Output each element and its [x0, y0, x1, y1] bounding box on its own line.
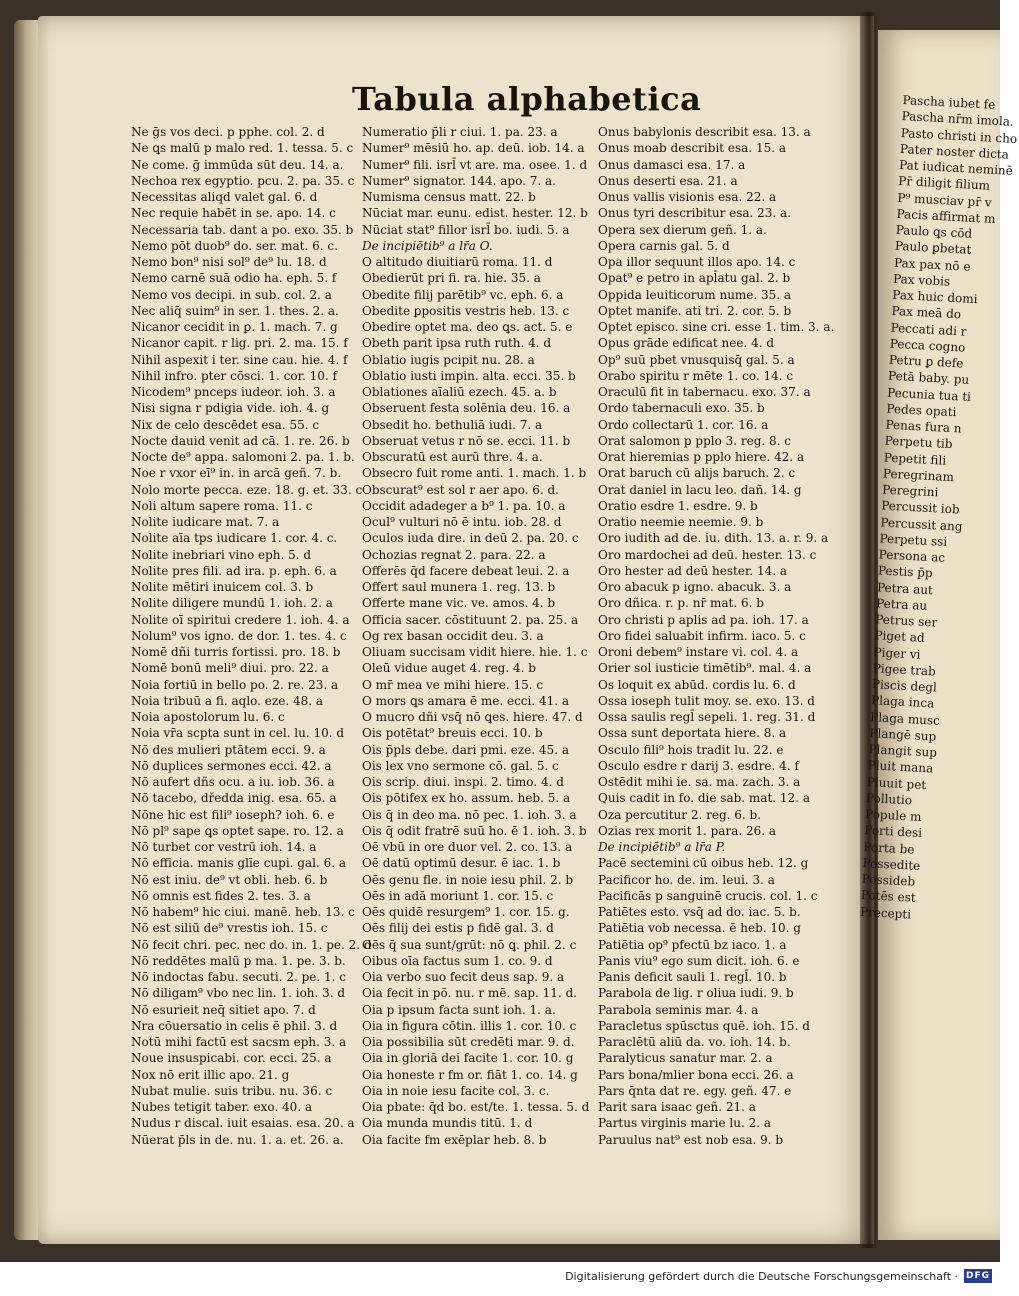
index-entry: Ozias rex morit 1. para. 26. a: [598, 823, 777, 838]
index-entry: Nō indoctas fabu. secuti. 2. pe. 1. c: [131, 970, 346, 984]
index-entry: Oēs filij dei estis p fidē gal. 3. d: [362, 921, 554, 936]
index-entry: Nō diligam⁹ vbo nec lin. 1. ioh. 3. d: [131, 986, 346, 1001]
index-entry: Persona ac: [878, 547, 946, 565]
index-entry: Nec requie habēt in se. apo. 14. c: [131, 206, 336, 221]
index-entry: Oēs q̄ sua sunt/grūt: nō ꝗ. phil. 2. c: [362, 937, 577, 952]
index-entry: Obseruent festa solēnia deu. 16. a: [362, 401, 571, 416]
index-entry: Numisma census matt. 22. b: [362, 190, 536, 204]
index-entry: Ordo collectarū 1. cor. 16. a: [598, 417, 769, 432]
index-entry: Petrus ser: [875, 612, 938, 630]
index-entry: Ossa saulis regl̄ sepeli. 1. reg. 31. d: [598, 710, 816, 724]
index-entry: Paulo ꝑbetat: [894, 239, 972, 258]
index-entry: Nō pl⁹ sape ꝗs optet sape. ro. 12. a: [131, 823, 344, 838]
index-entry: Oē datū optimū desur. ē iac. 1. b: [362, 856, 561, 871]
index-entry: Onus tyri describitur esa. 23. a.: [598, 206, 792, 221]
index-entry: Petra au: [875, 596, 928, 613]
index-entry: Occidit adadeger a b⁹ 1. pa. 10. a: [362, 498, 566, 513]
index-entry: Onus moab describit esa. 15. a: [598, 141, 787, 156]
index-entry: Pacē sectemini cū oibus heb. 12. g: [598, 856, 809, 871]
index-entry: Nolo morte pecca. eze. 18. g. et. 33. c: [131, 482, 363, 497]
index-entry: Parit sara isaac geñ. 21. a: [598, 1100, 756, 1114]
index-entry: Ois q̄ odit fratrē suū ho. ē 1. ioh. 3. b: [362, 823, 587, 838]
index-entry: Oia facite fm exēplar heb. 8. b: [362, 1132, 547, 1147]
index-entry: Pestis p̄p: [877, 563, 934, 581]
index-entry: Nudus r discal. iuit esaias. esa. 20. a: [131, 1116, 355, 1131]
index-entry: Notū mihi factū est sacsm eph. 3. a: [131, 1035, 347, 1049]
index-entry: Popule m: [864, 807, 922, 824]
index-entry: Obscurat⁹ est sol r aer apo. 6. d.: [362, 482, 559, 497]
index-entry: Peregrinam: [882, 466, 955, 484]
section-heading: De incipiētib⁹ a lr̄a P.: [598, 840, 726, 854]
index-entry: Necessitas aliqd valet gal. 6. d: [131, 190, 318, 204]
index-entry: Paracletus spūsctus quē. ioh. 15. d: [598, 1018, 810, 1033]
index-entry: Pax huic domi: [892, 287, 978, 307]
index-entry: Opus grāde edificat nee. 4. d: [598, 336, 775, 351]
index-entry: Onus vallis visionis esa. 22. a: [598, 190, 777, 204]
index-entry: Nechoa rex egyptio. pcu. 2. pa. 35. c: [131, 173, 355, 188]
index-entry: Panis deficit sauli 1. regl̄. 10. b: [598, 970, 787, 984]
index-entry: Nix de celo descēdet esa. 55. c: [131, 417, 320, 432]
index-entry: Optet manife. ati tri. 2. cor. 5. b: [598, 303, 792, 318]
index-entry: Oliuam succisam vidit hiere. hie. 1. c: [362, 645, 588, 659]
index-entry: Potēs est: [860, 888, 916, 906]
index-entry: Oza percutitur 2. reg. 6. b.: [598, 807, 762, 822]
index-entry: Nemo carnē suā odio ha. eph. 5. f: [131, 271, 337, 286]
index-entry: Nicodem⁹ pnceps iudeor. ioh. 3. a: [131, 385, 336, 399]
index-column-1: [131, 124, 372, 1148]
index-entry: Ois q̄ in deo ma. nō pec. 1. ioh. 3. a: [362, 807, 577, 822]
index-entry: Nomē dñi turris fortissi. pro. 18. b: [131, 645, 341, 659]
index-entry: Ois pōtifex ex ho. assum. heb. 5. a: [362, 791, 571, 806]
index-entry: Nolite diligere mundū 1. ioh. 2. a: [131, 596, 333, 611]
index-entry: Nō est siliū de⁹ vrestis ioh. 15. c: [131, 921, 328, 936]
index-entry: Oroni debem⁹ instare vi. col. 4. a: [598, 645, 799, 659]
index-entry: Nisi signa r pdigia vide. ioh. 4. g: [131, 401, 330, 416]
index-entry: Plangē sup: [869, 725, 937, 744]
index-entry: O mors ꝗs amara ē me. ecci. 41. a: [362, 693, 570, 708]
index-entry: Nolite inebriari vino eph. 5. d: [131, 547, 312, 562]
index-entry: Pars bona/mlier bona ecci. 26. a: [598, 1067, 794, 1082]
index-entry: Ossa ioseph tulit moy. se. exo. 13. d: [598, 693, 815, 708]
index-entry: Pedes opati: [886, 401, 957, 419]
index-entry: Piger vi: [873, 644, 921, 662]
index-entry: Nihil aspexit i ter. sine cau. hie. 4. f: [131, 352, 348, 367]
index-entry: Oblatio iugis pcipit nu. 28. a: [362, 352, 535, 367]
index-entry: Nomē bonū meli⁹ diui. pro. 22. a: [131, 661, 329, 676]
index-entry: Nō duplices sermones ecci. 42. a: [131, 758, 332, 773]
index-entry: Pat iudicat neminē: [898, 157, 1014, 178]
index-entry: Numer⁹ fili. isrl̄ vt are. ma. osee. 1. d: [362, 157, 588, 172]
index-entry: Oēs in adā moriunt 1. cor. 15. c: [362, 888, 554, 903]
index-entry: Possedite: [862, 855, 921, 873]
index-entry: Nocte de⁹ appa. salomoni 2. pa. 1. b.: [131, 450, 355, 464]
index-entry: Nolite mētiri inuicem col. 3. b: [131, 580, 314, 594]
index-entry: Noe r vxor eī⁹ in. in arcā geñ. 7. b.: [131, 466, 342, 481]
index-entry: Ois potētat⁹ breuis ecci. 10. b: [362, 726, 543, 741]
index-entry: Numer⁹ mēsiū ho. ap. deū. iob. 14. a: [362, 141, 585, 156]
index-entry: Nō est iniu. de⁹ vt obli. heb. 6. b: [131, 872, 328, 887]
index-entry: Oēs genu fle. in noie iesu phil. 2. b: [362, 872, 574, 887]
index-entry: Patiētia op⁹ pfectū bz iaco. 1. a: [598, 937, 787, 952]
index-entry: Numer⁹ signator. 144. apo. 7. a.: [362, 173, 556, 188]
index-entry: Noia vr̄a scpta sunt in cel. lu. 10. d: [131, 726, 345, 741]
index-entry: Pax vobis: [892, 271, 951, 289]
index-entry: Pars q̄nta dat re. egy. geñ. 47. e: [598, 1083, 792, 1098]
index-entry: Ossa sunt deportata hiere. 8. a: [598, 726, 787, 741]
index-entry: Orier sol iusticie timētib⁹. mal. 4. a: [598, 661, 812, 676]
index-entry: Osculo fili⁹ hois tradit lu. 22. e: [598, 742, 784, 757]
page-title: Tabula alphabetica: [352, 80, 702, 118]
index-entry: Ocul⁹ vulturi nō ē intu. iob. 28. d: [362, 515, 562, 529]
index-entry: Obedierūt pri fi. ra. hie. 35. a: [362, 271, 541, 286]
index-entry: Ne come. ḡ immūda sūt deu. 14. a.: [131, 157, 344, 172]
index-entry: Ne ꝗs malū p malo red. 1. tessa. 5. c: [131, 141, 354, 156]
index-entry: Porti desi: [863, 823, 923, 841]
index-entry: Oia in gloriā dei facite 1. cor. 10. g: [362, 1051, 574, 1066]
index-entry: Onus deserti esa. 21. a: [598, 173, 738, 188]
index-entry: Nō aufert dñs ocu. a iu. iob. 36. a: [131, 775, 335, 789]
index-entry: Nō fecit chri. pec. nec do. in. 1. pe. 2. d: [131, 937, 372, 952]
index-entry: Oleū vidue auget 4. reg. 4. b: [362, 661, 536, 676]
index-entry: Penas fura n: [885, 417, 962, 436]
index-entry: Petā baby. pu: [887, 368, 970, 388]
index-entry: Paralyticus sanatur mar. 2. a: [598, 1051, 773, 1066]
index-entry: Orabo spiritu r mēte 1. co. 14. c: [598, 368, 794, 383]
index-entry: Percussit iob: [880, 498, 960, 517]
index-entry: Oratio neemie neemie. 9. b: [598, 515, 764, 529]
index-entry: Precepti: [859, 904, 912, 922]
index-entry: Petra aut: [876, 579, 934, 597]
index-entry: Plangit sup: [868, 742, 938, 760]
index-entry: Onus damasci esa. 17. a: [598, 157, 746, 172]
index-entry: Nubes tetigit taber. exo. 40. a: [131, 1100, 313, 1114]
index-entry: Necessaria tab. dant a po. exo. 35. b: [131, 222, 354, 237]
index-entry: Nec aliq̄ suim⁹ in ser. 1. thes. 2. a.: [131, 303, 339, 318]
index-entry: O mucro dñi vsq̄ nō ꝗes. hiere. 47. d: [362, 710, 583, 724]
index-entry: Pr̄ diligit filium: [897, 174, 991, 193]
index-entry: Onus babylonis describit esa. 13. a: [598, 125, 811, 139]
index-entry: Ostēdit mihi ie. sa. ma. zach. 3. a: [598, 775, 801, 789]
index-entry: Nō tacebo, dředda inig. esa. 65. a: [131, 791, 337, 806]
index-entry: Pluit mana: [867, 758, 934, 776]
index-entry: Obseruat vetus r nō se. ecci. 11. b: [362, 433, 571, 448]
index-entry: Oibus oīa factus sum 1. co. 9. d: [362, 953, 553, 968]
index-entry: Nūciat stat⁹ fillor isrl̄ bo. iudi. 5. a: [362, 222, 570, 237]
index-entry: Noia apostolorum lu. 6. c: [131, 710, 285, 724]
index-column-2: [362, 124, 590, 1148]
index-entry: Peccati adi r: [890, 320, 967, 339]
index-entry: Numeratio p̄li r ciui. 1. pa. 23. a: [362, 125, 558, 139]
index-entry: Noia tribuū a fi. aqlo. eze. 48. a: [131, 693, 324, 708]
index-entry: Pasto christi in cho: [900, 125, 1018, 146]
index-entry: Oro fidei saluabit infirm. iaco. 5. c: [598, 628, 806, 643]
footer-bar: [0, 1262, 1000, 1296]
section-heading: De incipiētib⁹ a lr̄a O.: [362, 238, 493, 253]
index-entry: Offert saul munera 1. reg. 13. b: [362, 580, 556, 594]
index-entry: Pacificās p sanguinē crucis. col. 1. c: [598, 888, 818, 903]
index-entry: Oraculū fit in tabernacu. exo. 37. a: [598, 385, 811, 399]
index-entry: Peregrini: [881, 482, 939, 500]
index-entry: Perpetu ssi: [879, 531, 948, 549]
index-entry: Nō turbet cor vestrū ioh. 14. a: [131, 840, 317, 854]
index-entry: Oia honeste r fm or. fiāt 1. co. 14. g: [362, 1067, 578, 1082]
index-entry: Petru ꝑ defe: [888, 352, 964, 371]
index-entry: Nicanor cecidit in ꝑ. 1. mach. 7. g: [131, 320, 338, 334]
index-entry: Nicanor capit. r lig. pri. 2. ma. 15. f: [131, 336, 348, 351]
index-entry: Nemo bon⁹ nisi sol⁹ de⁹ lu. 18. d: [131, 255, 327, 269]
index-entry: Pascha iubet fe: [902, 92, 996, 112]
index-entry: Nūciat mar. eunu. edist. hester. 12. b: [362, 206, 588, 221]
index-entry: Patiētia vob necessa. ē heb. 10. g: [598, 921, 801, 936]
index-entry: Nolite oī spiritui credere 1. ioh. 4. a: [131, 612, 350, 627]
index-entry: Oia munda mundis titū. 1. d: [362, 1116, 533, 1131]
index-entry: Plaga musc: [869, 709, 941, 728]
index-entry: Ois scrip. diui. inspi. 2. timo. 4. d: [362, 775, 564, 789]
index-entry: Ochozias regnat 2. para. 22. a: [362, 547, 546, 562]
index-entry: Nō reddētes malū p ma. 1. pe. 3. b.: [131, 953, 346, 968]
index-entry: Opera sex dierum geñ. 1. a.: [598, 222, 767, 237]
index-entry: Paraclētū aliū da. vo. ioh. 14. b.: [598, 1035, 791, 1049]
index-entry: Obscuratū est aurū thre. 4. a.: [362, 450, 543, 464]
index-entry: Ois p̄pls debe. dari pmi. eze. 45. a: [362, 742, 569, 757]
index-entry: Oro iudith ad de. iu. dith. 13. a. r. 9. a: [598, 531, 829, 546]
index-entry: Piscis degl: [871, 677, 938, 695]
index-entry: O altitudo diuitiarū roma. 11. d: [362, 255, 553, 269]
index-entry: Ne ḡs vos deci. p pphe. col. 2. d: [131, 125, 325, 139]
index-entry: Offerēs q̄d facere debeat leui. 2. a: [362, 563, 570, 578]
index-entry: Oculos iuda dire. in deū 2. pa. 20. c: [362, 531, 579, 546]
index-entry: Nemo pōt duob⁹ do. ser. mat. 6. c.: [131, 238, 338, 253]
index-entry: Noue insuspicabi. cor. ecci. 25. a: [131, 1051, 332, 1066]
index-entry: Og rex basan occidit deu. 3. a: [362, 628, 544, 643]
index-entry: Oblatio iusti impin. alta. ecci. 35. b: [362, 368, 576, 383]
index-entry: Oia possibilia sūt credēti mar. 9. d.: [362, 1035, 575, 1049]
index-entry: Pluuit pet: [866, 774, 927, 792]
index-entry: Oia pbate: q̄d bo. est/te. 1. tessa. 5. d: [362, 1100, 590, 1114]
index-entry: Nolite pres fili. ad ira. p. eph. 6. a: [131, 563, 337, 578]
index-entry: Ois lex vno sermone cō. gal. 5. c: [362, 758, 559, 773]
index-entry: Plaga inca: [870, 693, 935, 711]
index-entry: Opat⁹ e petro in apl̄atu gal. 2. b: [598, 271, 791, 286]
index-entry: Op⁹ suū pbet vnusquisq̄ gal. 5. a: [598, 352, 795, 367]
index-entry: Obedite filij parētib⁹ vc. eph. 6. a: [362, 287, 564, 302]
index-entry: Perpetu tib: [884, 433, 953, 452]
index-entry: Nō efficia. manis glīe cupi. gal. 6. a: [131, 856, 347, 871]
index-entry: Nolum⁹ vos igno. de dor. 1. tes. 4. c: [131, 628, 347, 643]
index-entry: Optet episco. sine cri. esse 1. tim. 3. a.: [598, 320, 835, 334]
index-entry: Pollutio: [865, 790, 913, 808]
index-column-3: [598, 124, 835, 1148]
index-entry: P⁹ musciav pr̄ v: [897, 190, 993, 210]
index-entry: Quis cadit in fo. die sab. mat. 12. a: [598, 791, 810, 806]
index-entry: Oia in noie iesu facite col. 3. c.: [362, 1083, 550, 1098]
index-entry: Obeth parit ipsa ruth ruth. 4. d: [362, 336, 552, 351]
index-entry: Panis viu⁹ ego sum dicit. ioh. 6. e: [598, 953, 800, 968]
index-entry: Nox nō erit illic apo. 21. g: [131, 1067, 290, 1082]
index-entry: Patiētes esto. vsq̄ ad do. iac. 5. b.: [598, 905, 801, 919]
index-entry: Oia p ipsum facta sunt ioh. 1. a.: [362, 1002, 556, 1017]
index-entry: Oro christi p aplis ad pa. ioh. 17. a: [598, 612, 809, 627]
index-entry: Nō esurieit neq̄ sitiet apo. 7. d: [131, 1002, 316, 1017]
index-entry: Osculo esdre r darij 3. esdre. 4. f: [598, 758, 799, 773]
index-entry: Oratio esdre 1. esdre. 9. b: [598, 498, 758, 513]
index-entry: Paulo ꝗs cōd: [895, 222, 973, 241]
index-entry: Pigee trab: [872, 660, 937, 679]
index-entry: Possideb: [861, 871, 916, 889]
index-entry: Opa illor sequunt illos apo. 14. c: [598, 255, 796, 269]
index-entry: Nūerat p̄ls in de. nu. 1. a. et. 26. a.: [131, 1132, 344, 1147]
index-entry: Oro hester ad deū hester. 14. a: [598, 563, 788, 578]
index-entry: Pascha nr̄m imola.: [901, 109, 1015, 130]
index-entry: Noli altum sapere roma. 11. c: [131, 498, 313, 513]
index-entry: Nōne hic est fili⁹ ioseph? ioh. 6. e: [131, 807, 335, 822]
index-entry: Oē vbū in ore duor vel. 2. co. 13. a: [362, 840, 573, 854]
index-entry: Oro abacuk p igno. abacuk. 3. a: [598, 580, 792, 594]
index-entry: Oia fecit in pō. nu. r mē. sap. 11. d.: [362, 986, 578, 1001]
index-entry: Oblationes aīaliū ezech. 45. a. b: [362, 385, 557, 399]
index-entry: Nra cōuersatio in celis ē phil. 3. d: [131, 1018, 338, 1033]
index-entry: Orat hieremias p pplo hiere. 42. a: [598, 450, 805, 464]
index-entry: Oro dñica. r. p. nr̄ mat. 6. b: [598, 596, 764, 611]
index-entry: Officia sacer. cōstituunt 2. pa. 25. a: [362, 612, 579, 627]
index-entry: Pecca cogno: [889, 336, 966, 355]
index-entry: Oia verbo suo fecit deus sap. 9. a: [362, 970, 565, 984]
index-entry: Porta be: [863, 839, 915, 857]
index-entry: Parabola de lig. r oliua iudi. 9. b: [598, 986, 794, 1001]
index-entry: Pacis affirmat m: [896, 206, 996, 226]
index-entry: Paruulus nat⁹ est nob esa. 9. b: [598, 1132, 784, 1147]
index-entry: Os loquit ex abūd. cordis lu. 6. d: [598, 677, 796, 692]
index-entry: Partus virginis marie lu. 2. a: [598, 1116, 771, 1131]
index-entry: Oēs quidē resurgem⁹ 1. cor. 15. g.: [362, 905, 570, 919]
index-entry: Nubat mulie. suis tribu. nu. 36. c: [131, 1083, 333, 1098]
index-entry: Orat daniel in lacu leo. dañ. 14. g: [598, 482, 802, 497]
index-entry: Obsedit ho. bethuliā iudi. 7. a: [362, 417, 543, 432]
index-entry: Nocte dauid venit ad cā. 1. re. 26. b: [131, 433, 350, 448]
funding-credit: Digitalisierung gefördert durch die Deutsche Forschungsgemeinschaft ·: [565, 1270, 958, 1283]
index-entry: Nō omnis est fides 2. tes. 3. a: [131, 888, 311, 903]
index-entry: Pax meā do: [891, 303, 962, 322]
index-entry: Oppida leuiticorum nume. 35. a: [598, 287, 792, 302]
index-entry: Obedite ꝑpositis vestris heb. 13. c: [362, 303, 570, 318]
index-entry: Oia in figura cōtin. illis 1. cor. 10. c: [362, 1018, 577, 1033]
index-entry: Noia fortiū in bello po. 2. re. 23. a: [131, 677, 339, 692]
index-entry: Obsecro fuit rome anti. 1. mach. 1. b: [362, 466, 587, 481]
index-entry: Pacificor ho. de. im. leui. 3. a: [598, 872, 775, 887]
index-entry: Percussit ang: [880, 514, 963, 534]
index-entry: O mr̄ mea ve mihi hiere. 15. c: [362, 677, 544, 692]
index-entry: Pater noster dicta: [899, 141, 1010, 162]
index-entry: Orat salomon p pplo 3. reg. 8. c: [598, 433, 792, 448]
index-entry: Nō habem⁹ hic ciui. manē. heb. 13. c: [131, 905, 355, 919]
index-entry: Nemo vos decipi. in sub. col. 2. a: [131, 287, 332, 302]
index-entry: Offerte mane vic. ve. amos. 4. b: [362, 596, 556, 611]
index-entry: Parabola seminis mar. 4. a: [598, 1002, 759, 1017]
index-entry: Opera carnis gal. 5. d: [598, 238, 730, 253]
index-entry: Ordo tabernaculi exo. 35. b: [598, 401, 765, 416]
index-entry: Piget ad: [874, 628, 925, 646]
index-entry: Orat baruch cū alijs baruch. 2. c: [598, 466, 796, 481]
index-entry: Obedire optet ma. deo ꝗs. act. 5. e: [362, 320, 573, 334]
index-entry: Nō des mulieri ptātem ecci. 9. a: [131, 742, 326, 757]
index-entry: Oro mardochei ad deū. hester. 13. c: [598, 547, 817, 562]
index-entry: Pax pax nō e: [893, 255, 971, 274]
index-entry: Nolite iudicare mat. 7. a: [131, 515, 280, 529]
index-entry: Nolite aīa tps iudicare 1. cor. 4. c.: [131, 531, 338, 546]
dfg-logo: DFG: [965, 1271, 990, 1281]
index-entry: Pecunia tua ti: [886, 385, 972, 404]
index-entry: Nihil infro. pter cōsci. 1. cor. 10. f: [131, 368, 337, 383]
index-entry: Pepetit fili: [883, 450, 947, 468]
